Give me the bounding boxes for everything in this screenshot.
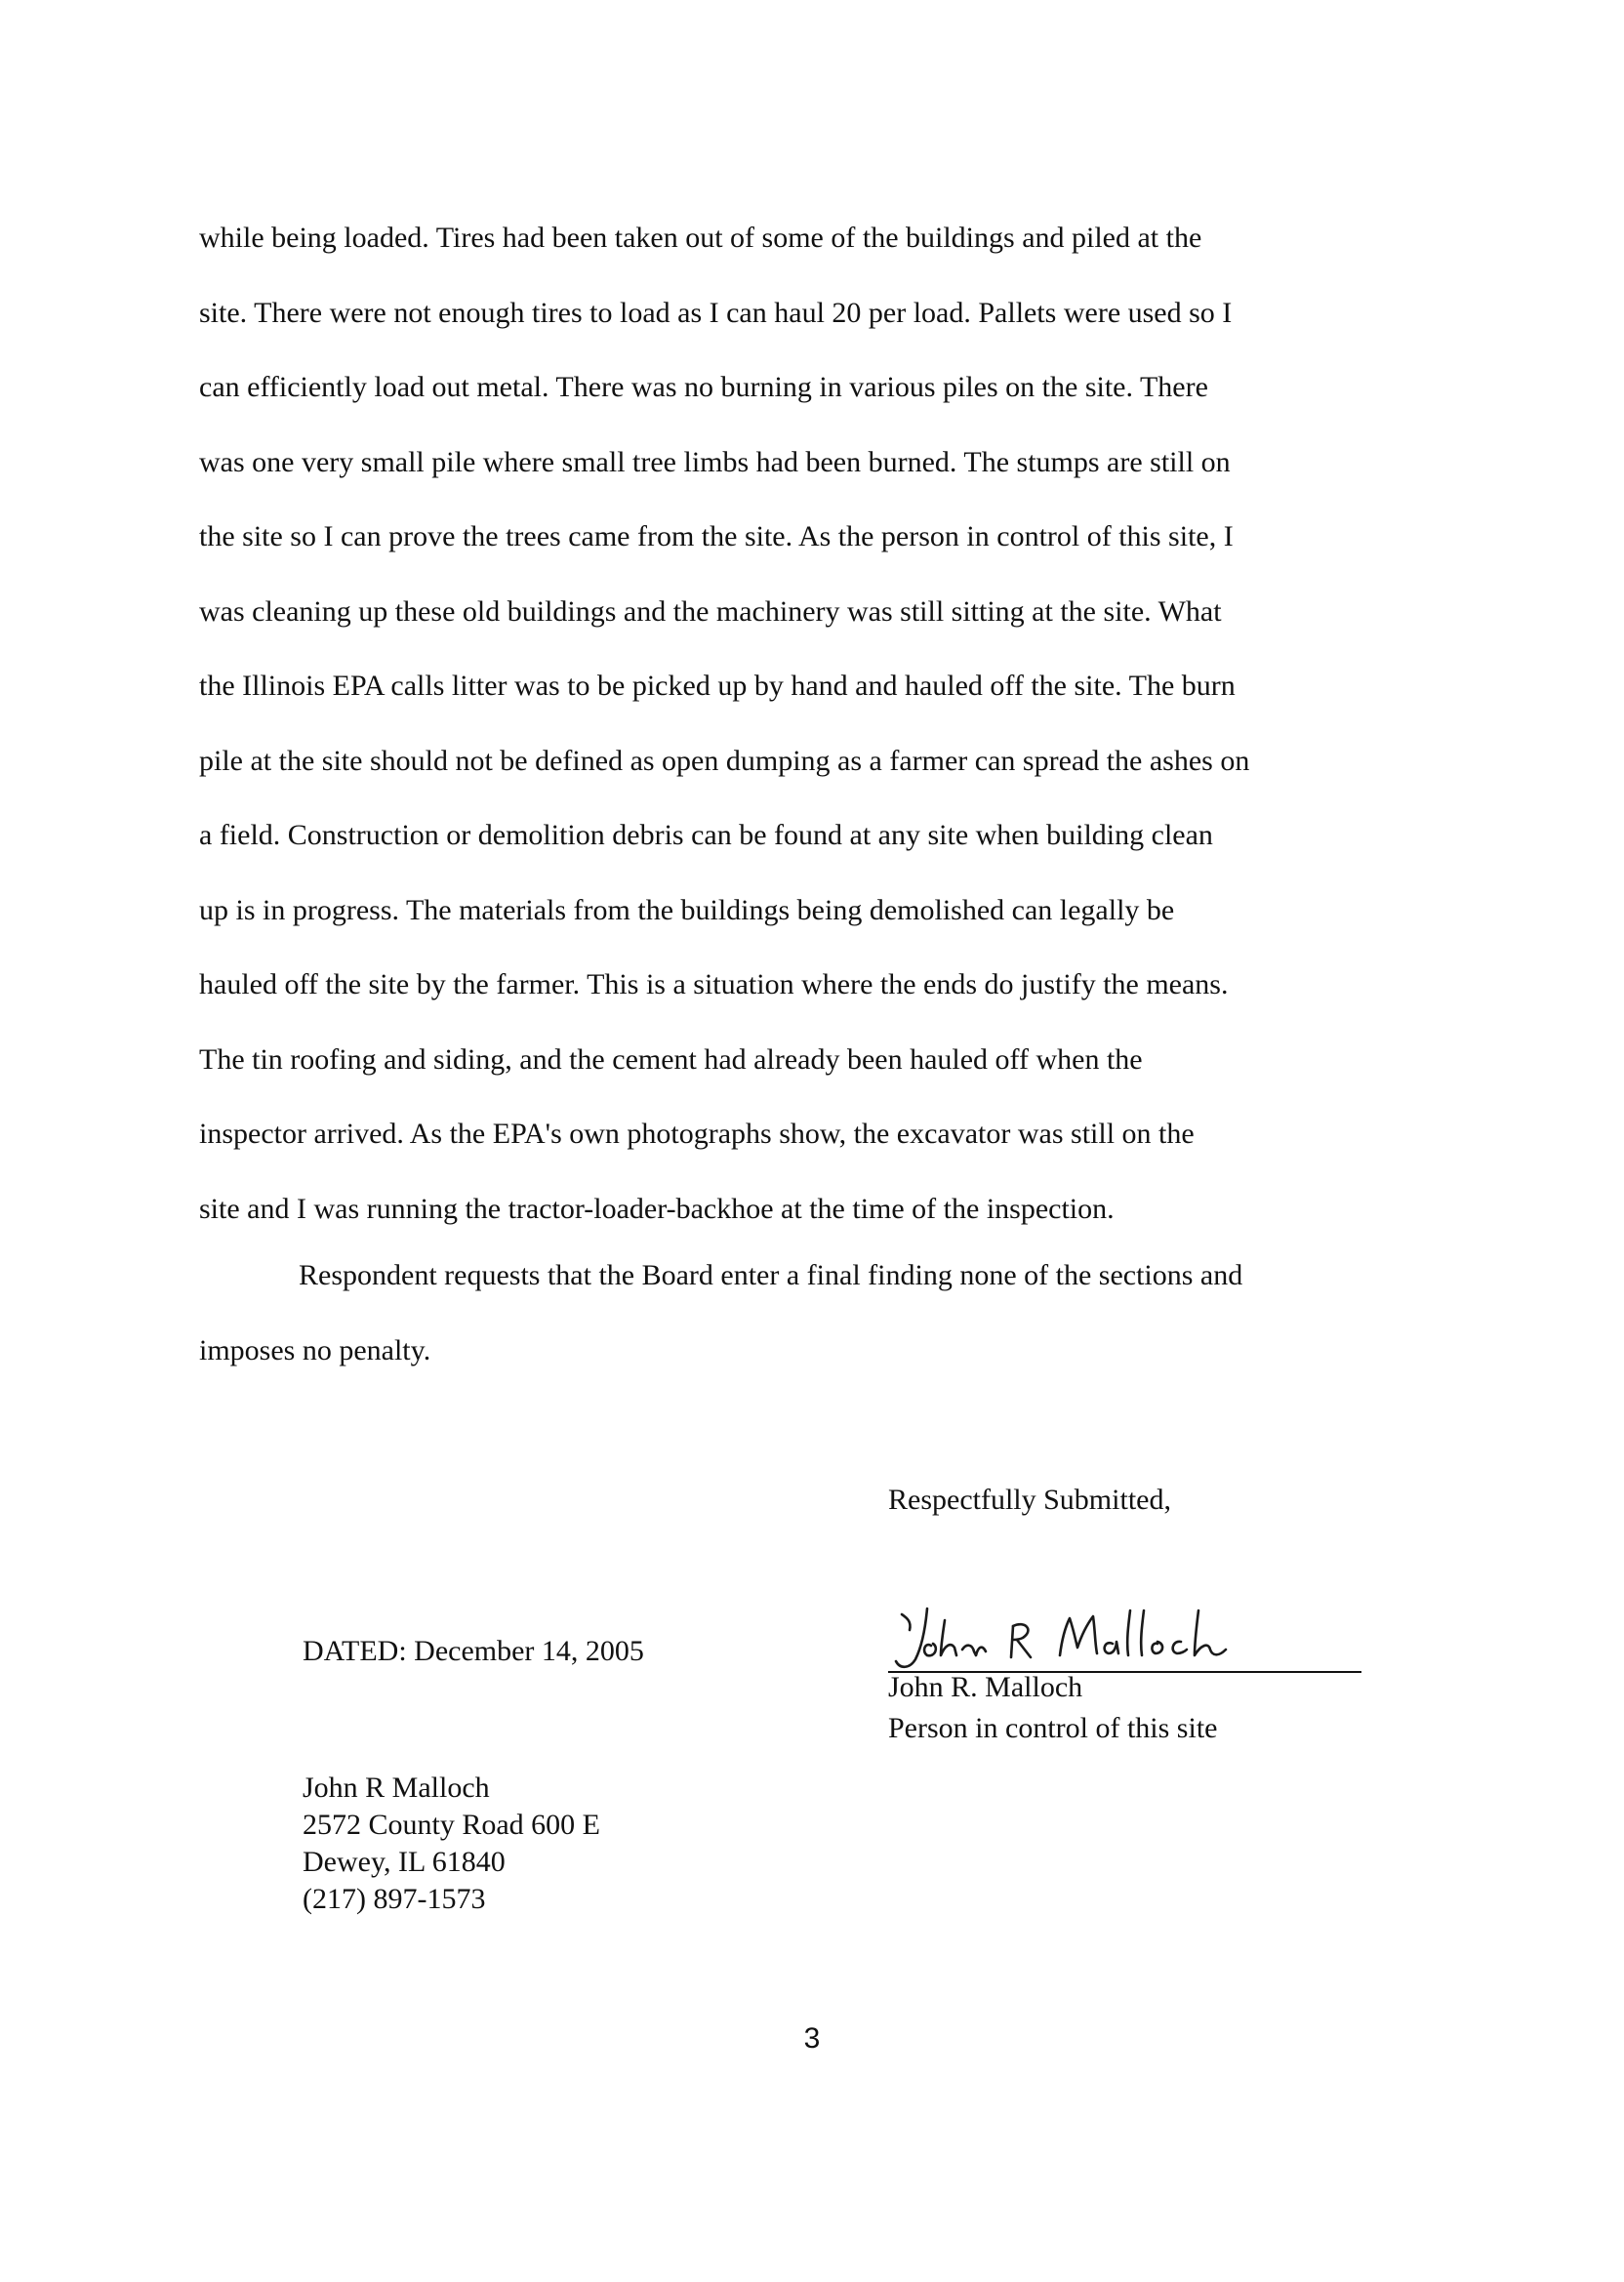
body-line: was cleaning up these old buildings and the machinery was still sitting at the site. What bbox=[199, 594, 1222, 628]
closing-text: Respectfully Submitted, bbox=[888, 1484, 1171, 1516]
body-line: a field. Construction or demolition debris can be found at any site when building clean bbox=[199, 819, 1213, 851]
request-line: Respondent requests that the Board enter a final finding none of the sections and bbox=[299, 1259, 1243, 1291]
address-city: Dewey, IL 61840 bbox=[303, 1846, 506, 1878]
body-paragraph bbox=[199, 201, 1400, 1246]
handwritten-signature bbox=[888, 1601, 1298, 1677]
body-line: was one very small pile where small tree limbs had been burned. The stumps are still on bbox=[199, 445, 1231, 478]
body-line: up is in progress. The materials from the buildings being demolished can legally be bbox=[199, 893, 1175, 926]
page-number: 3 bbox=[803, 2022, 821, 2055]
dated-line: DATED: December 14, 2005 bbox=[303, 1635, 644, 1667]
signer-title: Person in control of this site bbox=[888, 1712, 1218, 1744]
body-line: site and I was running the tractor-loader-backhoe at the time of the inspection. bbox=[199, 1192, 1115, 1225]
body-line: while being loaded. Tires had been taken out of some of the buildings and piled at the bbox=[199, 222, 1202, 254]
body-line: site. There were not enough tires to load as I can haul 20 per load. Pallets were used so I bbox=[199, 296, 1233, 329]
address-phone: (217) 897-1573 bbox=[303, 1883, 486, 1915]
body-line: inspector arrived. As the EPA's own photographs show, the excavator was still on the bbox=[199, 1118, 1195, 1150]
signer-name: John R. Malloch bbox=[888, 1671, 1083, 1703]
request-line: imposes no penalty. bbox=[199, 1333, 431, 1366]
body-line: hauled off the site by the farmer. This is a situation where the ends do justify the means. bbox=[199, 968, 1229, 1000]
address-name: John R Malloch bbox=[303, 1772, 490, 1804]
body-line: the Illinois EPA calls litter was to be picked up by hand and hauled off the site. The burn bbox=[199, 670, 1236, 702]
body-line: The tin roofing and siding, and the cement had already been hauled off when the bbox=[199, 1042, 1143, 1076]
body-line: pile at the site should not be defined as open dumping as a farmer can spread the ashes on bbox=[199, 744, 1250, 777]
request-paragraph bbox=[199, 1239, 1400, 1388]
body-line: can efficiently load out metal. There was no burning in various piles on the site. There bbox=[199, 371, 1208, 403]
address-street: 2572 County Road 600 E bbox=[303, 1809, 600, 1841]
body-line: the site so I can prove the trees came from the site. As the person in control of this site, I bbox=[199, 520, 1234, 552]
address-block bbox=[303, 1770, 600, 1918]
